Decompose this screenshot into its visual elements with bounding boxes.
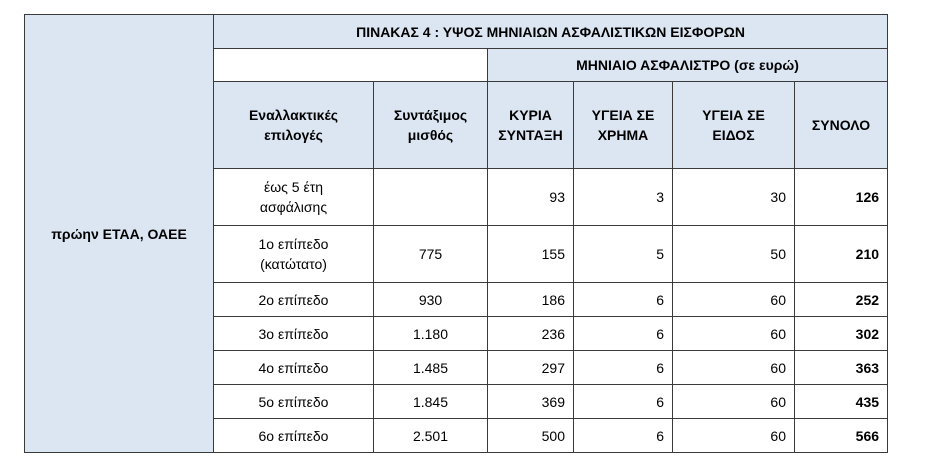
empty-header-cell <box>214 49 488 82</box>
health-kind-cell: 50 <box>673 226 795 283</box>
option-cell <box>214 385 374 419</box>
salary-cell: 2.501 <box>374 419 488 453</box>
total-cell: 210 <box>795 226 888 283</box>
health-cash-cell: 3 <box>574 169 673 226</box>
salary-cell: 930 <box>374 283 488 317</box>
group-label: πρώην ΕΤΑΑ, ΟΑΕΕ <box>25 15 214 453</box>
column-header-line: επιλογές <box>264 127 323 143</box>
column-header-line: ΚΥΡΙΑ <box>509 107 552 123</box>
contributions-table <box>24 14 888 453</box>
health-kind-cell: 60 <box>673 351 795 385</box>
salary-cell <box>374 169 488 226</box>
option-line: (κατώτατο) <box>260 256 327 272</box>
column-header-pension <box>488 82 574 169</box>
option-cell <box>214 283 374 317</box>
health-cash-cell: 6 <box>574 385 673 419</box>
column-header-total: ΣΥΝΟΛΟ <box>795 82 888 169</box>
health-cash-cell: 6 <box>574 317 673 351</box>
health-cash-cell: 5 <box>574 226 673 283</box>
column-header-line: μισθός <box>407 127 454 143</box>
column-header-line: Εναλλακτικές <box>248 107 339 123</box>
total-cell: 126 <box>795 169 888 226</box>
column-header-line: ΧΡΗΜΑ <box>597 127 649 143</box>
health-kind-cell: 60 <box>673 385 795 419</box>
total-cell: 435 <box>795 385 888 419</box>
premium-subheader: ΜΗΝΙΑΙΟ ΑΣΦΑΛΙΣΤΡΟ (σε ευρώ) <box>488 49 888 82</box>
health-cash-cell: 6 <box>574 283 673 317</box>
salary-cell: 1.485 <box>374 351 488 385</box>
option-cell <box>214 419 374 453</box>
salary-cell: 1.845 <box>374 385 488 419</box>
option-line: 2ο επίπεδο <box>258 291 329 308</box>
column-header-option <box>214 82 374 169</box>
total-cell: 566 <box>795 419 888 453</box>
pension-cell: 155 <box>488 226 574 283</box>
health-kind-cell: 60 <box>673 317 795 351</box>
option-line: 4ο επίπεδο <box>258 359 329 376</box>
pension-cell: 93 <box>488 169 574 226</box>
health-kind-cell: 60 <box>673 419 795 453</box>
option-line: 6ο επίπεδο <box>258 427 329 444</box>
health-kind-cell: 30 <box>673 169 795 226</box>
table-title: ΠΙΝΑΚΑΣ 4 : ΥΨΟΣ ΜΗΝΙΑΙΩΝ ΑΣΦΑΛΙΣΤΙΚΩΝ ΕΙΣΦΟΡΩΝ <box>214 15 888 49</box>
column-header-line: ΥΓΕΙΑ ΣΕ <box>702 107 765 123</box>
option-cell <box>214 226 374 283</box>
option-line: 5ο επίπεδο <box>258 393 329 410</box>
total-cell: 363 <box>795 351 888 385</box>
pension-cell: 369 <box>488 385 574 419</box>
total-cell: 302 <box>795 317 888 351</box>
option-cell <box>214 317 374 351</box>
pension-cell: 236 <box>488 317 574 351</box>
salary-cell: 1.180 <box>374 317 488 351</box>
column-header-health-kind <box>673 82 795 169</box>
option-line: ασφάλισης <box>259 199 328 215</box>
option-line: 3ο επίπεδο <box>258 325 329 342</box>
column-header-salary <box>374 82 488 169</box>
column-header-line: ΥΓΕΙΑ ΣΕ <box>591 107 655 123</box>
health-cash-cell: 6 <box>574 351 673 385</box>
health-kind-cell: 60 <box>673 283 795 317</box>
option-cell <box>214 351 374 385</box>
pension-cell: 297 <box>488 351 574 385</box>
pension-cell: 500 <box>488 419 574 453</box>
column-header-line: ΣΥΝΤΑΞΗ <box>498 127 563 143</box>
option-line: έως 5 έτη <box>263 179 324 195</box>
column-header-health-cash <box>574 82 673 169</box>
health-cash-cell: 6 <box>574 419 673 453</box>
pension-cell: 186 <box>488 283 574 317</box>
option-line: 1ο επίπεδο <box>258 236 329 252</box>
option-cell <box>214 169 374 226</box>
salary-cell: 775 <box>374 226 488 283</box>
column-header-line: ΕΙΔΟΣ <box>712 127 755 143</box>
column-header-line: Συντάξιμος <box>393 107 468 123</box>
total-cell: 252 <box>795 283 888 317</box>
